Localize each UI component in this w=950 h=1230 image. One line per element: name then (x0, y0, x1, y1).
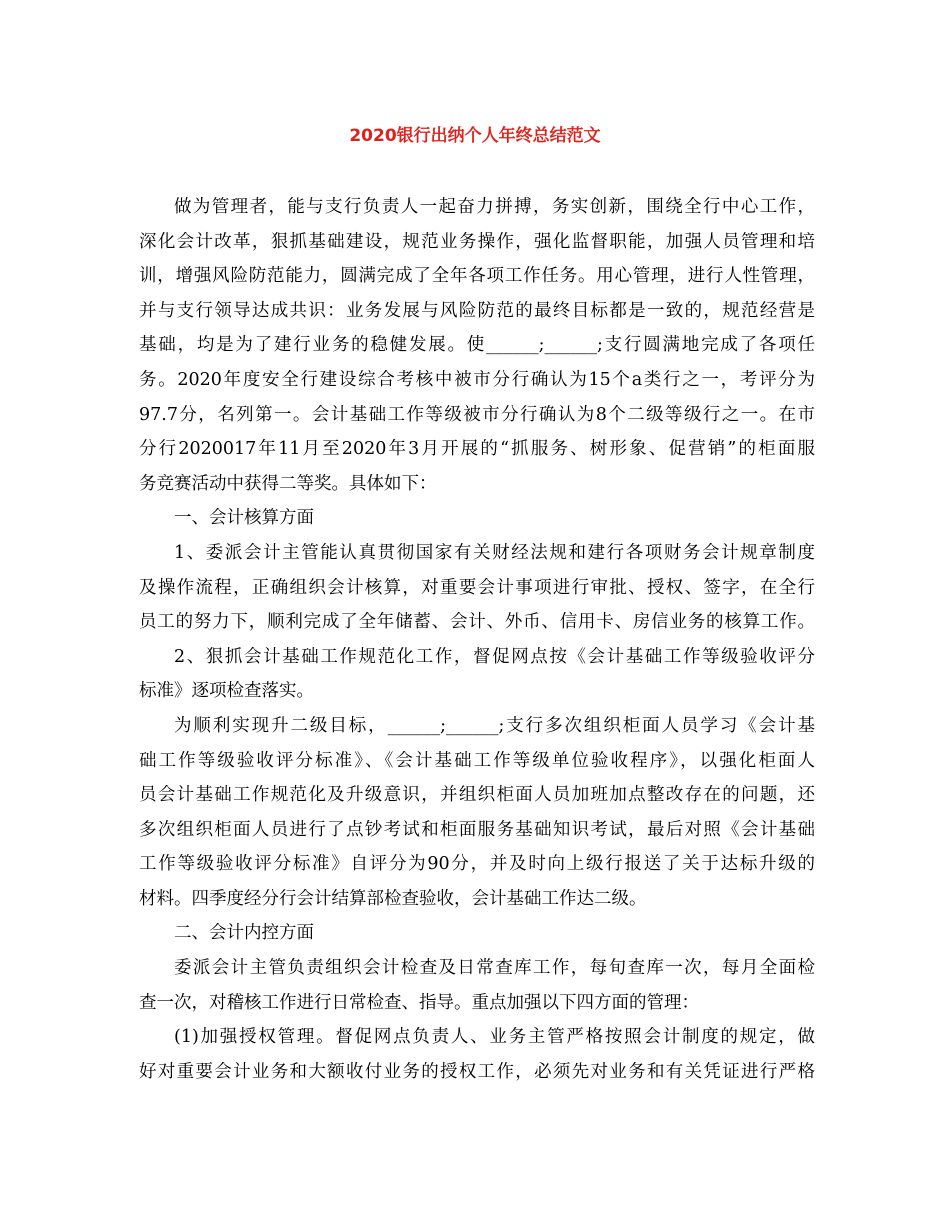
body-line: 2、狠抓会计基础工作规范化工作，督促网点按《会计基础工作等级验收评分 (174, 646, 815, 667)
body-line: 务竞赛活动中获得二等奖。具体如下： (139, 473, 437, 494)
body-line: 员工的努力下，顺利完成了全年储蓄、会计、外币、信用卡、房信业务的核算工作。 (139, 612, 815, 633)
body-line: (1)加强授权管理。督促网点负责人、业务主管严格按照会计制度的规定，做 (174, 1027, 815, 1048)
body-line: 并与支行领导达成共识：业务发展与风险防范的最终目标都是一致的，规范经营是 (139, 300, 815, 321)
body-line: 及操作流程，正确组织会计核算，对重要会计事项进行审批、授权、签字，在全行 (139, 577, 815, 598)
document-body (139, 190, 815, 1089)
body-line: 做为管理者，能与支行负责人一起奋力拼搏，务实创新，围绕全行中心工作， (174, 197, 815, 217)
body-line: 基础，均是为了建行业务的稳健发展。使______;______;支行圆满地完成了各项任 (139, 335, 815, 356)
body-line: 一、会计核算方面 (174, 508, 314, 529)
body-line: 为顺利实现升二级目标，______;______;支行多次组织柜面人员学习《会计基 (174, 715, 815, 736)
body-line: 员会计基础工作规范化及升级意识，并组织柜面人员加班加点整改存在的问题，还 (139, 785, 815, 806)
body-line: 好对重要会计业务和大额收付业务的授权工作，必须先对业务和有关凭证进行严格 (139, 1061, 815, 1082)
body-line: 训，增强风险防范能力，圆满完成了全年各项工作任务。用心管理，进行人性管理， (139, 266, 815, 287)
body-line: 查一次，对稽核工作进行日常检查、指导。重点加强以下四方面的管理： (139, 992, 699, 1013)
body-line: 务。2020年度安全行建设综合考核中被市分行确认为15个a类行之一，考评分为 (139, 369, 815, 390)
body-line: 1、委派会计主管能认真贯彻国家有关财经法规和建行各项财务会计规章制度 (174, 542, 815, 563)
body-line: 础工作等级验收评分标准》、《会计基础工作等级单位验收程序》，以强化柜面人 (139, 750, 815, 771)
body-line: 工作等级验收评分标准》自评分为90分，并及时向上级行报送了关于达标升级的 (139, 854, 815, 875)
body-line: 二、会计内控方面 (174, 923, 314, 944)
body-line: 多次组织柜面人员进行了点钞考试和柜面服务基础知识考试，最后对照《会计基础 (139, 819, 815, 840)
body-line: 深化会计改革，狠抓基础建设，规范业务操作，强化监督职能，加强人员管理和培 (139, 231, 815, 252)
body-line: 材料。四季度经分行会计结算部检查验收，会计基础工作达二级。 (139, 888, 647, 909)
body-line: 委派会计主管负责组织会计检查及日常查库工作，每旬查库一次，每月全面检 (174, 958, 815, 979)
body-line: 标准》逐项检查落实。 (139, 681, 314, 702)
body-line: 分行2020017年11月至2020年3月开展的“抓服务、树形象、促营销”的柜面服 (139, 439, 815, 460)
body-line: 97.7分，名列第一。会计基础工作等级被市分行确认为8个二级等级行之一。在市 (139, 404, 815, 425)
document-title: 2020银行出纳个人年终总结范文 (349, 126, 601, 146)
